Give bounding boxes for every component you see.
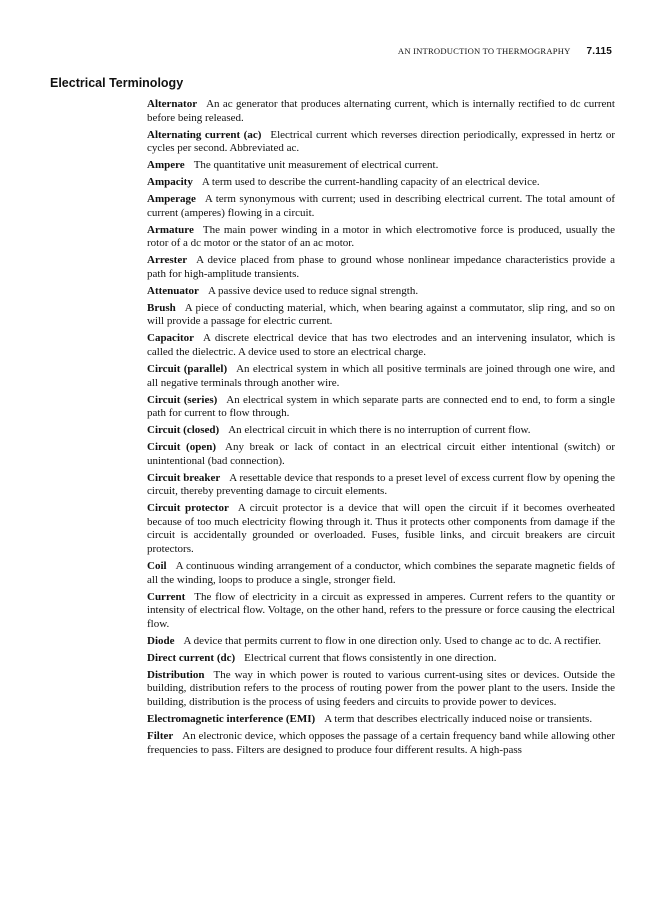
glossary-entry bbox=[147, 472, 615, 499]
glossary-definition: An electronic device, which opposes the passage of a certain frequency band while allowing other frequencies to pass. Filters are designed to produce four different results. A high-pass bbox=[147, 729, 615, 756]
glossary-term: Armature bbox=[147, 223, 194, 236]
glossary-entry bbox=[147, 224, 615, 251]
glossary-term: Circuit (open) bbox=[147, 441, 217, 454]
section-title: Electrical Terminology bbox=[50, 76, 184, 90]
glossary-definition: Electrical current which reverses direction periodically, expressed in hertz or cycles per second. Abbreviated ac. bbox=[147, 128, 615, 155]
glossary-definition: A term synonymous with current; used in describing electrical current. The total amount of current (amperes) flowing in a circuit. bbox=[147, 193, 615, 219]
glossary-definition: An electrical system in which all positive terminals are joined through one wire, and all negative terminals through another wire. bbox=[147, 363, 616, 389]
glossary-definition: An ac generator that produces alternating current, which is internally rectified to dc current before being released. bbox=[147, 98, 615, 124]
glossary-definition: The main power winding in a motor in which electromotive force is produced, usually the rotor of a dc motor or the stator of an ac motor. bbox=[147, 223, 615, 250]
glossary-term: Electromagnetic interference (EMI) bbox=[147, 712, 316, 725]
glossary-entry bbox=[147, 285, 615, 299]
glossary-term: Diode bbox=[147, 634, 175, 647]
running-title: AN INTRODUCTION TO THERMOGRAPHY bbox=[397, 46, 571, 56]
glossary-term: Filter bbox=[147, 729, 174, 742]
glossary-definition: Any break or lack of contact in an electrical circuit either intentional (switch) or unintentional (bad connection). bbox=[147, 441, 615, 467]
glossary-entry bbox=[147, 560, 615, 587]
glossary-definition: A term used to describe the current-handling capacity of an electrical device. bbox=[201, 176, 540, 189]
glossary-term: Circuit breaker bbox=[147, 471, 221, 484]
glossary-entry bbox=[147, 193, 615, 220]
glossary-term: Current bbox=[147, 590, 186, 603]
glossary-list bbox=[147, 98, 615, 761]
glossary-definition: A device placed from phase to ground whose nonlinear impedance characteristics provide a path for high-amplitude transients. bbox=[147, 254, 615, 280]
glossary-term: Circuit (closed) bbox=[147, 424, 220, 437]
glossary-entry bbox=[147, 98, 615, 125]
glossary-term: Circuit (parallel) bbox=[147, 363, 228, 375]
glossary-entry bbox=[147, 363, 615, 390]
glossary-term: Arrester bbox=[147, 254, 188, 267]
glossary-definition: A term that describes electrically induced noise or transients. bbox=[324, 712, 593, 725]
glossary-definition: An electrical system in which separate parts are connected end to end, to form a single path for current to flow through. bbox=[147, 393, 615, 420]
glossary-definition: The quantitative unit measurement of electrical current. bbox=[193, 159, 439, 172]
glossary-definition: Electrical current that flows consistently in one direction. bbox=[244, 651, 497, 664]
glossary-definition: A passive device used to reduce signal strength. bbox=[207, 284, 419, 297]
glossary-term: Distribution bbox=[147, 668, 205, 681]
running-header bbox=[398, 46, 612, 57]
glossary-entry bbox=[147, 635, 615, 649]
glossary-term: Attenuator bbox=[147, 284, 199, 297]
glossary-term: Circuit (series) bbox=[147, 393, 218, 406]
glossary-definition: The way in which power is routed to various current-using sites or devices. Outside the building, distribution refers to the process of routing power from the power plant to the users. Inside the building, distribution is the process of using feeders and circuits to provide power to devices. bbox=[147, 668, 615, 708]
glossary-term: Capacitor bbox=[147, 332, 195, 345]
glossary-entry bbox=[147, 652, 615, 666]
glossary-entry bbox=[147, 502, 615, 556]
glossary-definition: A piece of conducting material, which, when bearing against a commutator, slip ring, and so on will provide a passage for electric current. bbox=[147, 301, 615, 328]
glossary-entry bbox=[147, 159, 615, 173]
glossary-entry bbox=[147, 424, 615, 438]
glossary-term: Coil bbox=[147, 560, 167, 573]
glossary-term: Ampacity bbox=[147, 176, 193, 189]
glossary-term: Direct current (dc) bbox=[147, 651, 236, 664]
glossary-entry bbox=[147, 176, 615, 190]
glossary-term: Alternating current (ac) bbox=[147, 128, 262, 141]
glossary-definition: A device that permits current to flow in one direction only. Used to change ac to dc. A rectifier. bbox=[183, 634, 601, 647]
glossary-entry bbox=[147, 332, 615, 359]
glossary-entry bbox=[147, 441, 615, 468]
page-number: 7.115 bbox=[586, 46, 612, 57]
glossary-entry bbox=[147, 129, 615, 156]
glossary-entry bbox=[147, 669, 615, 710]
glossary-entry bbox=[147, 302, 615, 329]
glossary-definition: An electrical circuit in which there is no interruption of current flow. bbox=[228, 424, 531, 437]
glossary-definition: The flow of electricity in a circuit as expressed in amperes. Current refers to the quantity or intensity of electrical flow. Voltage, on the other hand, refers to the pressure or force causing the electrical flow. bbox=[147, 590, 615, 630]
glossary-term: Brush bbox=[147, 301, 176, 314]
glossary-definition: A resettable device that responds to a preset level of excess current flow by opening the circuit, thereby preventing damage to circuit elements. bbox=[147, 471, 616, 498]
glossary-term: Ampere bbox=[147, 159, 185, 172]
glossary-term: Alternator bbox=[147, 98, 198, 110]
glossary-entry bbox=[147, 713, 615, 727]
glossary-definition: A continuous winding arrangement of a conductor, which combines the separate magnetic fields of all the winding, loops to produce a single, stronger field. bbox=[147, 560, 615, 586]
glossary-entry bbox=[147, 730, 615, 757]
glossary-entry bbox=[147, 394, 615, 421]
glossary-term: Amperage bbox=[147, 193, 196, 206]
glossary-definition: A circuit protector is a device that will open the circuit if it becomes overheated because of too much electricity flowing through it. Thus it protects other components from damage if the circuit is accidentally grounded or overloaded. Fuses, fusible links, and circuit breakers are circuit protectors. bbox=[147, 502, 615, 556]
glossary-entry bbox=[147, 254, 615, 281]
glossary-entry bbox=[147, 591, 615, 632]
glossary-term: Circuit protector bbox=[147, 502, 229, 515]
glossary-definition: A discrete electrical device that has two electrodes and an intervening insulator, which is called the dielectric. A device used to store an electrical charge. bbox=[147, 332, 615, 359]
